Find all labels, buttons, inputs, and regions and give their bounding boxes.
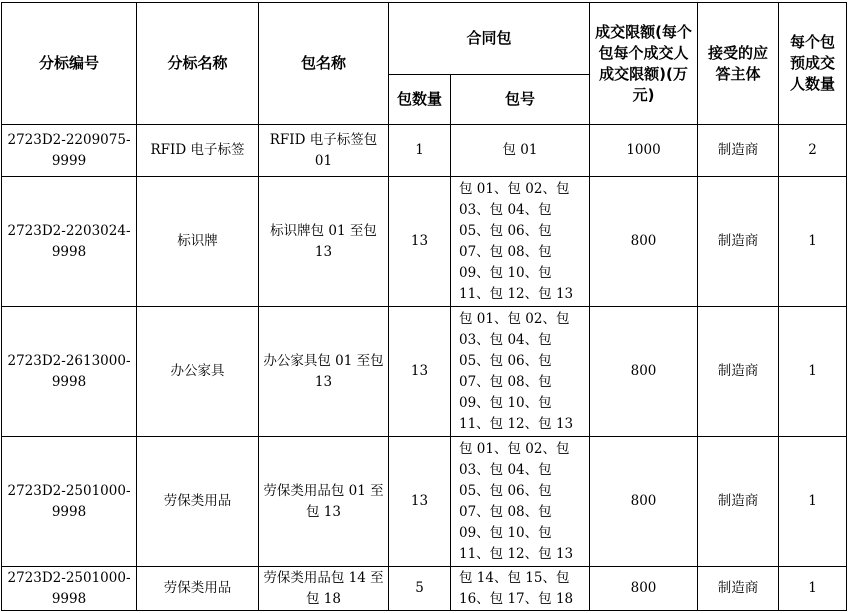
cell-accepted-responder: 制造商 <box>698 177 779 307</box>
header-package-no: 包号 <box>451 75 590 125</box>
header-contract-package: 合同包 <box>389 3 590 75</box>
table-body <box>2 125 847 611</box>
cell-accepted-responder: 制造商 <box>698 125 779 177</box>
header-subbid-name: 分标名称 <box>137 3 259 125</box>
cell-subbid-no: 2723D2-2501000-9998 <box>2 437 137 567</box>
cell-package-name: 办公家具包 01 至包 13 <box>259 307 389 437</box>
table-row <box>2 125 847 177</box>
cell-package-name: RFID 电子标签包 01 <box>259 125 389 177</box>
table-row <box>2 177 847 307</box>
cell-accepted-responder: 制造商 <box>698 307 779 437</box>
cell-subbid-name: 标识牌 <box>137 177 259 307</box>
bid-package-table <box>1 2 847 611</box>
header-deal-limit: 成交限额(每个包每个成交人成交限额)(万元) <box>590 3 698 125</box>
header-expected-winners: 每个包预成交人数量 <box>779 3 847 125</box>
cell-subbid-no: 2723D2-2203024-9998 <box>2 177 137 307</box>
cell-package-name: 劳保类用品包 14 至包 18 <box>259 567 389 611</box>
cell-package-no: 包 01、包 02、包 03、包 04、包 05、包 06、包 07、包 08、包 09、包 10、包 11、包 12、包 13 <box>451 437 590 567</box>
header-package-count: 包数量 <box>389 75 451 125</box>
cell-accepted-responder: 制造商 <box>698 437 779 567</box>
cell-expected-winners: 1 <box>779 437 847 567</box>
cell-expected-winners: 1 <box>779 567 847 611</box>
table-row <box>2 567 847 611</box>
cell-subbid-name: 劳保类用品 <box>137 567 259 611</box>
cell-package-no: 包 14、包 15、包 16、包 17、包 18 <box>451 567 590 611</box>
table-header <box>2 3 847 125</box>
cell-subbid-no: 2723D2-2501000-9998 <box>2 567 137 611</box>
header-accepted-responder: 接受的应答主体 <box>698 3 779 125</box>
cell-package-count: 5 <box>389 567 451 611</box>
cell-package-no: 包 01、包 02、包 03、包 04、包 05、包 06、包 07、包 08、包 09、包 10、包 11、包 12、包 13 <box>451 307 590 437</box>
cell-package-name: 劳保类用品包 01 至包 13 <box>259 437 389 567</box>
cell-subbid-name: 劳保类用品 <box>137 437 259 567</box>
cell-subbid-no: 2723D2-2209075-9999 <box>2 125 137 177</box>
cell-package-count: 13 <box>389 437 451 567</box>
header-subbid-no: 分标编号 <box>2 3 137 125</box>
cell-package-count: 1 <box>389 125 451 177</box>
header-package-name: 包名称 <box>259 3 389 125</box>
cell-package-name: 标识牌包 01 至包 13 <box>259 177 389 307</box>
cell-package-count: 13 <box>389 307 451 437</box>
cell-deal-limit: 800 <box>590 567 698 611</box>
cell-expected-winners: 2 <box>779 125 847 177</box>
cell-package-no: 包 01 <box>451 125 590 177</box>
cell-accepted-responder: 制造商 <box>698 567 779 611</box>
table-row <box>2 307 847 437</box>
cell-subbid-name: 办公家具 <box>137 307 259 437</box>
table-row <box>2 437 847 567</box>
cell-deal-limit: 800 <box>590 437 698 567</box>
cell-expected-winners: 1 <box>779 307 847 437</box>
cell-package-count: 13 <box>389 177 451 307</box>
cell-deal-limit: 800 <box>590 307 698 437</box>
cell-deal-limit: 1000 <box>590 125 698 177</box>
cell-expected-winners: 1 <box>779 177 847 307</box>
cell-subbid-name: RFID 电子标签 <box>137 125 259 177</box>
cell-package-no: 包 01、包 02、包 03、包 04、包 05、包 06、包 07、包 08、包 09、包 10、包 11、包 12、包 13 <box>451 177 590 307</box>
cell-deal-limit: 800 <box>590 177 698 307</box>
cell-subbid-no: 2723D2-2613000-9998 <box>2 307 137 437</box>
